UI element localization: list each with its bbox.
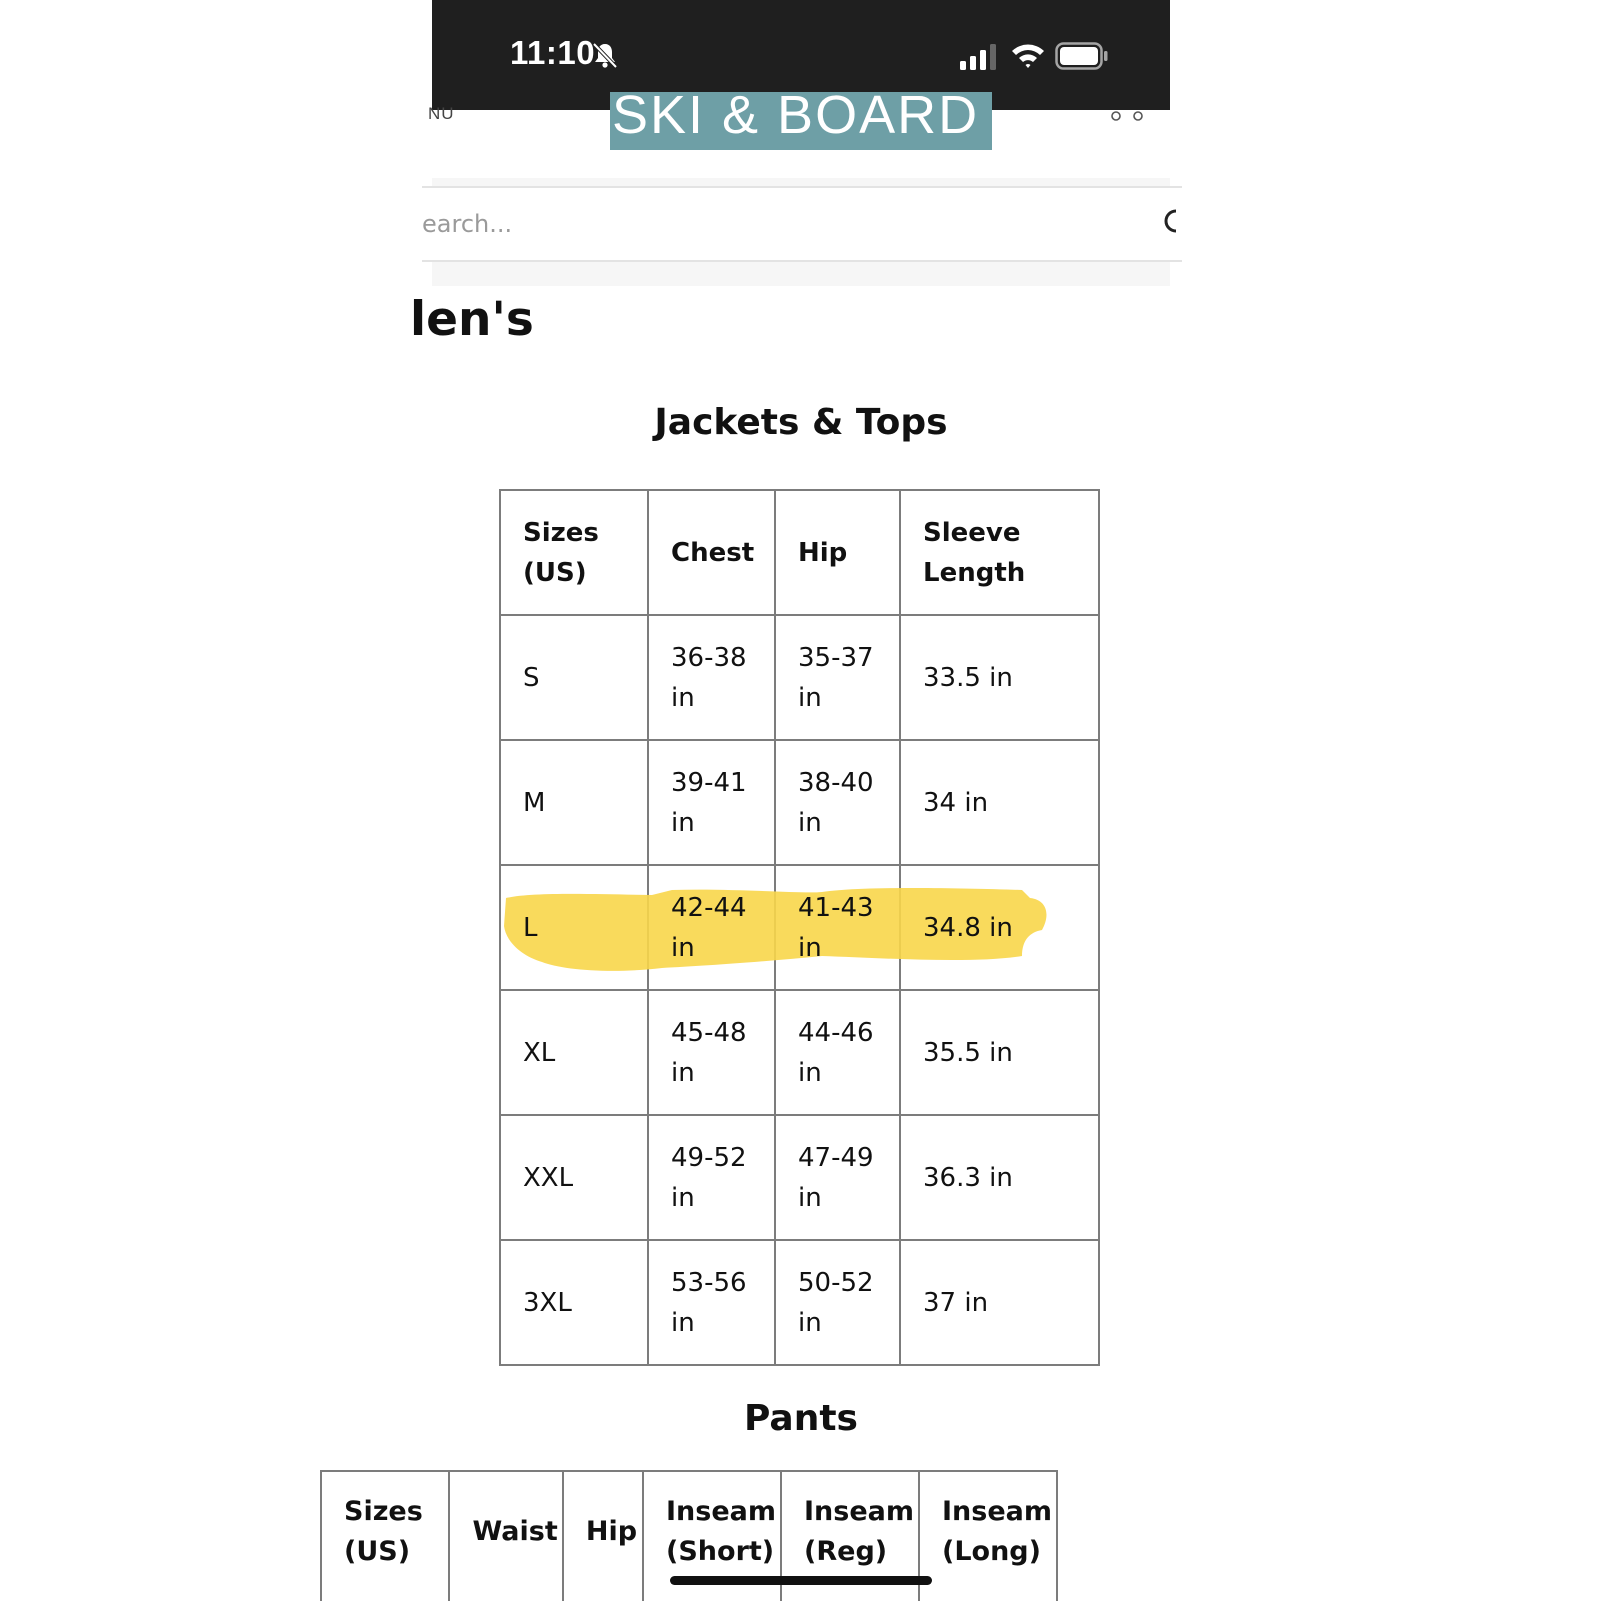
size-cell: L [500,865,648,990]
header-hip: Hip [563,1471,643,1601]
table-header-row [500,490,1099,615]
size-cell: S [500,615,648,740]
hip-cell: 41-43 in [775,865,900,990]
phone-screen [344,0,1170,1600]
size-cell: XL [500,990,648,1115]
hip-cell: 44-46 in [775,990,900,1115]
logo-text: SKI & BOARD [612,85,980,145]
sleeve-cell: 35.5 in [900,990,1099,1115]
header-chest: Chest [648,490,775,615]
account-cart-icons[interactable] [1108,108,1148,124]
chest-cell: 42-44 in [648,865,775,990]
hip-cell: 35-37 in [775,615,900,740]
cellular-signal-icon [960,44,1000,70]
chest-cell: 49-52 in [648,1115,775,1240]
battery-icon [1055,42,1109,70]
header-hip: Hip [775,490,900,615]
header-sleeve-length: Sleeve Length [900,490,1099,615]
size-cell: XXL [500,1115,648,1240]
sleeve-cell: 33.5 in [900,615,1099,740]
header-sizes: Sizes (US) [500,490,648,615]
chest-cell: 36-38 in [648,615,775,740]
search-icon[interactable] [1164,208,1178,236]
sleeve-cell: 34 in [900,740,1099,865]
wifi-icon [1010,40,1046,70]
sleeve-cell: 37 in [900,1240,1099,1365]
table-row [500,1240,1099,1365]
header-waist: Waist [449,1471,562,1601]
status-time: 11:10 [510,34,596,71]
chest-cell: 53-56 in [648,1240,775,1365]
bell-muted-icon [590,40,620,70]
header-inseam-reg: Inseam (Reg) [781,1471,919,1601]
table-row [500,615,1099,740]
size-cell: M [500,740,648,865]
table-row [500,740,1099,865]
search-input[interactable] [422,204,1122,244]
jackets-section-title: Jackets & Tops [654,402,948,443]
header-sizes: Sizes (US) [321,1471,449,1601]
jackets-size-table [499,489,1100,1366]
table-row [500,990,1099,1115]
hip-cell: 38-40 in [775,740,900,865]
hip-cell: 50-52 in [775,1240,900,1365]
table-row [500,1115,1099,1240]
page-title: len's [410,292,534,347]
site-logo[interactable] [610,85,992,150]
hip-cell: 47-49 in [775,1115,900,1240]
sleeve-cell: 34.8 in [900,865,1099,990]
size-cell: 3XL [500,1240,648,1365]
pants-section-title: Pants [744,1398,858,1439]
chest-cell: 45-48 in [648,990,775,1115]
chest-cell: 39-41 in [648,740,775,865]
header-inseam-short: Inseam (Short) [643,1471,781,1601]
menu-button[interactable]: NU [428,104,455,123]
header-inseam-long: Inseam (Long) [919,1471,1057,1601]
sleeve-cell: 36.3 in [900,1115,1099,1240]
home-indicator[interactable] [670,1576,932,1585]
